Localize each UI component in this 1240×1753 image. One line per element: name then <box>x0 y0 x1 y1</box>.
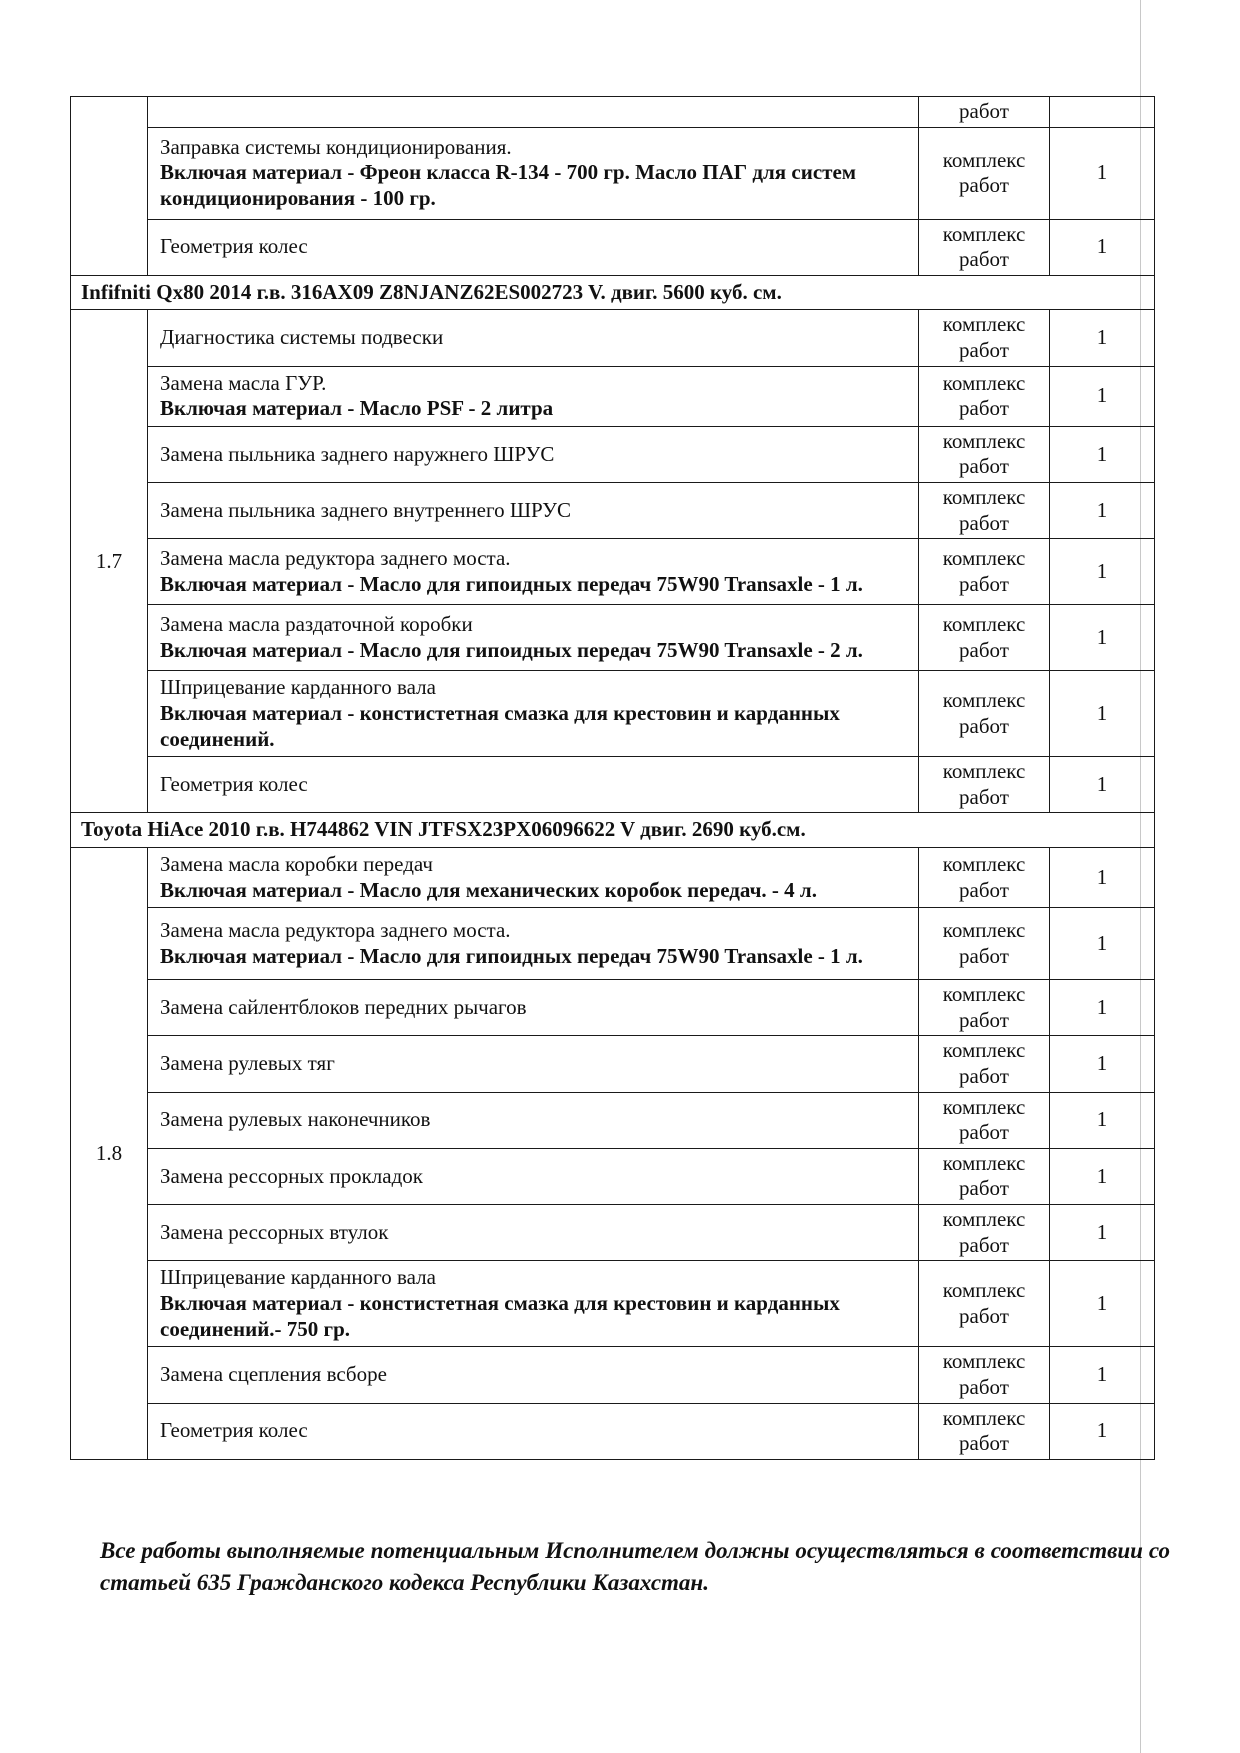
table-row <box>71 1148 1155 1204</box>
unit-cell: комплекс работ <box>919 539 1050 605</box>
table-row <box>71 605 1155 671</box>
unit-cell: комплекс работ <box>919 1347 1050 1403</box>
work-title: Замена пыльника заднего наружнего ШРУС <box>160 441 555 466</box>
work-description-cell <box>148 671 919 757</box>
unit-cell: комплекс работ <box>919 426 1050 482</box>
work-description-cell <box>148 1092 919 1148</box>
quantity-cell: 1 <box>1050 483 1155 539</box>
table-row <box>71 1036 1155 1092</box>
quantity-cell: 1 <box>1050 1148 1155 1204</box>
unit-cell: комплекс работ <box>919 908 1050 980</box>
work-description-cell <box>148 1403 919 1459</box>
unit-cell: комплекс работ <box>919 757 1050 813</box>
table-row <box>71 539 1155 605</box>
work-title: Замена рессорных прокладок <box>160 1163 423 1188</box>
work-description-cell <box>148 1148 919 1204</box>
table-row <box>71 671 1155 757</box>
quantity-cell: 1 <box>1050 1036 1155 1092</box>
work-title: Замена масла ГУР. <box>160 370 327 395</box>
quantity-cell: 1 <box>1050 980 1155 1036</box>
unit-cell: комплекс работ <box>919 1403 1050 1459</box>
work-title: Заправка системы кондиционирования. <box>160 134 512 159</box>
works-table <box>70 96 1155 1460</box>
work-title: Замена сайлентблоков передних рычагов <box>160 994 527 1019</box>
work-material: Включая материал - Фреон класса R-134 - 700 гр. Масло ПАГ для систем кондиционирования - 100 гр. <box>160 160 857 210</box>
quantity-cell: 1 <box>1050 366 1155 426</box>
work-description-cell <box>148 219 919 275</box>
work-description-cell <box>148 605 919 671</box>
work-description-cell <box>148 366 919 426</box>
work-description-cell <box>148 97 919 128</box>
work-description-cell <box>148 1261 919 1347</box>
work-title: Замена сцепления всборе <box>160 1362 387 1387</box>
footer-note: Все работы выполняемые потенциальным Исполнителем должны осуществляться в соответствии со статьей 635 Гражданского кодекса Республики Казахстан. <box>100 1538 1170 1596</box>
work-title: Шприцевание карданного вала <box>160 1265 436 1290</box>
quantity-cell: 1 <box>1050 847 1155 907</box>
quantity-cell: 1 <box>1050 1261 1155 1347</box>
work-title: Замена рулевых тяг <box>160 1051 335 1076</box>
unit-cell: комплекс работ <box>919 1205 1050 1261</box>
table-row <box>71 426 1155 482</box>
unit-cell: комплекс работ <box>919 219 1050 275</box>
work-title: Замена масла редуктора заднего моста. <box>160 918 511 943</box>
unit-cell: комплекс работ <box>919 605 1050 671</box>
table-row <box>71 1403 1155 1459</box>
work-description-cell <box>148 847 919 907</box>
work-description-cell <box>148 1036 919 1092</box>
table-row <box>71 847 1155 907</box>
quantity-cell: 1 <box>1050 1403 1155 1459</box>
quantity-cell: 1 <box>1050 539 1155 605</box>
quantity-cell <box>1050 97 1155 128</box>
unit-cell: комплекс работ <box>919 483 1050 539</box>
work-material: Включая материал - констистетная смазка для крестовин и карданных соединений. <box>160 700 840 751</box>
work-material: Включая материал - констистетная смазка для крестовин и карданных соединений.- 750 гр. <box>160 1290 840 1341</box>
unit-cell: комплекс работ <box>919 1092 1050 1148</box>
table-row <box>71 757 1155 813</box>
work-title: Замена рессорных втулок <box>160 1219 389 1244</box>
table-row <box>71 1347 1155 1403</box>
quantity-cell: 1 <box>1050 1347 1155 1403</box>
row-number: 1.8 <box>71 847 148 1459</box>
quantity-cell: 1 <box>1050 127 1155 219</box>
unit-cell: комплекс работ <box>919 1036 1050 1092</box>
table-row <box>71 1092 1155 1148</box>
work-title: Геометрия колес <box>160 1418 308 1443</box>
row-number: 1.7 <box>71 310 148 813</box>
quantity-cell: 1 <box>1050 671 1155 757</box>
work-description-cell <box>148 757 919 813</box>
unit-cell: комплекс работ <box>919 127 1050 219</box>
table-row <box>71 1205 1155 1261</box>
quantity-cell: 1 <box>1050 605 1155 671</box>
quantity-cell: 1 <box>1050 219 1155 275</box>
quantity-cell: 1 <box>1050 1205 1155 1261</box>
quantity-cell: 1 <box>1050 1092 1155 1148</box>
table-row <box>71 310 1155 366</box>
table-row <box>71 127 1155 219</box>
table-row <box>71 483 1155 539</box>
table-row <box>71 366 1155 426</box>
unit-cell: комплекс работ <box>919 1261 1050 1347</box>
work-title: Диагностика системы подвески <box>160 325 444 350</box>
work-description-cell <box>148 980 919 1036</box>
vehicle-header-row <box>71 813 1155 848</box>
work-material: Включая материал - Масло для механических коробок передач. - 4 л. <box>160 877 817 902</box>
work-title: Геометрия колес <box>160 771 308 796</box>
unit-cell: комплекс работ <box>919 1148 1050 1204</box>
table-row <box>71 1261 1155 1347</box>
work-material: Включая материал - Масло для гипоидных передач 75W90 Transaxle - 1 л. <box>160 943 863 968</box>
work-description-cell <box>148 483 919 539</box>
unit-cell: комплекс работ <box>919 366 1050 426</box>
work-title: Геометрия колес <box>160 234 308 259</box>
quantity-cell: 1 <box>1050 757 1155 813</box>
table-row <box>71 219 1155 275</box>
work-title: Замена масла раздаточной коробки <box>160 612 473 637</box>
work-description-cell <box>148 127 919 219</box>
unit-cell: работ <box>919 97 1050 128</box>
work-description-cell <box>148 426 919 482</box>
work-description-cell <box>148 310 919 366</box>
work-title: Замена масла редуктора заднего моста. <box>160 546 511 571</box>
vehicle-header: Toyota HiAce 2010 г.в. H744862 VIN JTFSX23PX06096622 V двиг. 2690 куб.см. <box>71 813 1155 848</box>
quantity-cell: 1 <box>1050 426 1155 482</box>
continuation-row <box>71 97 1155 128</box>
work-title: Замена пыльника заднего внутреннего ШРУС <box>160 497 572 522</box>
work-description-cell <box>148 1347 919 1403</box>
vehicle-header: Infifniti Qx80 2014 г.в. 316AX09 Z8NJANZ62ES002723 V. двиг. 5600 куб. см. <box>71 275 1155 310</box>
work-description-cell <box>148 539 919 605</box>
row-number-cell <box>71 97 148 276</box>
table-row <box>71 908 1155 980</box>
quantity-cell: 1 <box>1050 908 1155 980</box>
work-material: Включая материал - Масло для гипоидных передач 75W90 Transaxle - 2 л. <box>160 637 863 662</box>
work-description-cell <box>148 1205 919 1261</box>
vehicle-header-row <box>71 275 1155 310</box>
work-title: Замена масла коробки передач <box>160 851 433 876</box>
work-material: Включая материал - Масло PSF - 2 литра <box>160 396 554 421</box>
work-title: Шприцевание карданного вала <box>160 675 436 700</box>
unit-cell: комплекс работ <box>919 310 1050 366</box>
unit-cell: комплекс работ <box>919 980 1050 1036</box>
unit-cell: комплекс работ <box>919 671 1050 757</box>
work-title: Замена рулевых наконечников <box>160 1107 431 1132</box>
quantity-cell: 1 <box>1050 310 1155 366</box>
work-material: Включая материал - Масло для гипоидных передач 75W90 Transaxle - 1 л. <box>160 571 863 596</box>
unit-cell: комплекс работ <box>919 847 1050 907</box>
work-description-cell <box>148 908 919 980</box>
table-row <box>71 980 1155 1036</box>
